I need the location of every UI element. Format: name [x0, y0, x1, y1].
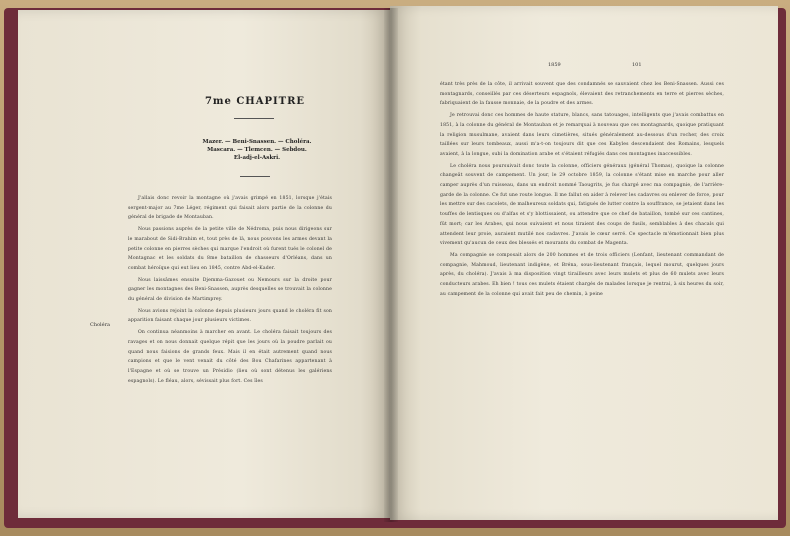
paragraph: Nous passions auprès de la petite ville de Nédroma, puis nous dirigeons sur le marabout de Sidi-Brahim et, tout près de là, nous pouvons les armes devant la petite colonne en pierres sèches qui marque l'endroit où furent tués le colonel de Montagnac et les soldats du 8me bataillon de chasseurs d'Orléans, dans un combat héroïque qui eut lieu en 1845, contre Abd-el-Kader. [128, 227, 332, 271]
paragraph: Je retrouvai donc ces hommes de haute stature, blancs, sans tatouages, intelligents que j'avais combattus en 1851, à la colonne du général de Montauban et je remarquai à nouveau que ces montagnards, quoique pratiquant la religion musulmane, avaient dans leurs cimetières, situés généralement au-dessous d'un rocher, des croix taillées sur leurs tombeaux, aussi m'a-t-on toujours dit que ces Kabyles descendaient des Romains, lesquels avaient, à la longue, subi la domination arabe et s'étaient réfugiés dans ces montagnes inaccessibles. [440, 113, 724, 157]
running-header-year: 1859 [548, 62, 561, 68]
paragraph: étant très près de la côte, il arrivait souvent que des condamnés se sauvaient chez les Beni-Snassen. Aussi ces montagnards, conseillés par ces déserteurs espagnols, élevaient des retranchements en terre et pierres sèches, fabriquaient de la fausse monnaie, de la poudre et des armes. [440, 82, 724, 107]
page-number: 101 [632, 62, 642, 68]
summary-line: Mascara. — Tlemcen. — Sebdou. [207, 147, 307, 153]
paragraph: J'allais donc revoir la montagne où j'avais grimpé en 1851, lorsque j'étais sergent-major au 7me Léger, régiment qui faisait alors partie de la colonne du général de brigade de Montauban. [128, 196, 332, 221]
paragraph: Nous laissâmes ensuite Djemma-Gazouet ou Nemours sur la droite pour gagner les montagnes des Beni-Snassen, auprès desquelles se trouvait la colonne du général de division de Martimprey. [128, 277, 332, 303]
summary-rule [240, 176, 270, 177]
book-gutter [384, 8, 398, 522]
paragraph: Le choléra nous poursuivait donc toute la colonne, officiers généraux (général Thomas), quoique la colonne changeât souvent de campement. Un jour, le 29 octobre 1859, la colonne s'étant mise en marche pour aller camper auprès d'un ruisseau, dans un endroit nommé Taougrits, je fus chargé avec ma compagnie, de l'arrière-garde de la colonne. Ce fut une route longue. Il me fallut en aider à relever les cadavres ou enlever de force, pour les mettre sur des cacolets, de malheureux soldats qui, fatigués de lutter contre la souffrance, se jetaient dans les touffes de lentisques ou d'alfas et s'y blottissaient, ou attendre que ce chef de bataillon, tombé sur ces cantines, fût mort; car les Arabes, qui nous suivaient et nous tiraient des coups de fusils, semblables à des chacals qui attendent leur proie, auraient mutilé nos cadavres. J'avais le cœur serré. Ce spectacle m'émotionnait bien plus vivement qu'aucun de ceux des blessés et mourants du combat de Magenta. [440, 163, 724, 247]
left-page-text [128, 194, 332, 388]
chapter-summary [182, 138, 332, 162]
summary-line: El-adj-el-Askri. [233, 155, 281, 161]
paragraph: Ma compagnie se composait alors de 200 hommes et de trois officiers (Lenfant, lieutenant commandant de compagnie, Mahmoud, lieutenant indigène, et Bréna, sous-lieutenant français, lequel mourut, quelques jours après, du choléra). J'avais à ma disposition vingt tirailleurs avec leurs mulets et plus de 60 mulets avec leurs conducteurs arabes. Eh bien ! tous ces mulets étaient chargés de malades lorsque je rentrai, à six heures du soir, au campement de la colonne qui avait fait peu de chemin, à peine [440, 252, 724, 297]
summary-line: Mazer. — Beni-Snassen. — Choléra. [202, 139, 312, 145]
paragraph: Nous avions rejoint la colonne depuis plusieurs jours quand le choléra fit son apparition faisant chaque jour plusieurs victimes. [128, 308, 332, 324]
right-page-text [440, 80, 724, 301]
chapter-title: 7me CHAPITRE [204, 96, 306, 107]
title-rule [234, 118, 274, 119]
paragraph: On continua néanmoins à marcher en avant. Le choléra faisait toujours des ravages et on nous donnait quelque répit que les jours où la poudre parlait ou quand nous faisions de grands feux. Mais il en était autrement quand nous campions et que le vent venait du côté des Bou Chafarines appartenant à l'Espagne et où se trouve un Présidio (lieu où sont détenus les galériens espagnols). Le fléau, alors, sévissait plus fort. Ces îles [128, 330, 332, 384]
margin-note: Choléra [90, 322, 110, 328]
